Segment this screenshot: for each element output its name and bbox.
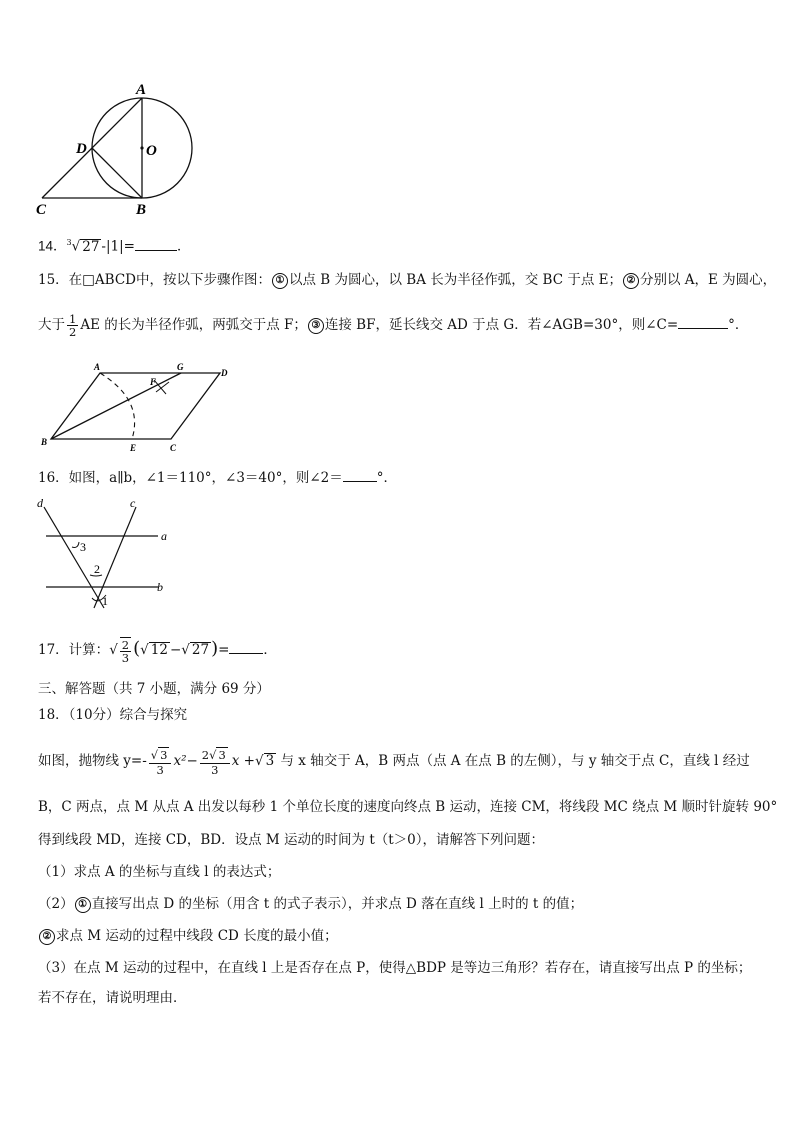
label-c: c: [130, 496, 136, 510]
question-18-line1: 如图，抛物线 y=- $\frac{√ 3}{3}$ x²− $\frac{2√ 3}{3}$ x +√ 3 与 x 轴交于 A，B 两点（点 A 在点 B 的左侧），与 y 轴交于点 C，直线 l 经过: [38, 748, 750, 777]
label-O: O: [146, 143, 157, 159]
question-17: 17．计算：√ $\frac{2}{3}$ (√ 12 −√ 27 )= ．: [38, 638, 277, 665]
question-18-line2: B，C 两点，点 M 从点 A 出发以每秒 1 个单位长度的速度向终点 B 运动，连接 CM，将线段 MC 绕点 M 顺时针旋转 90°: [38, 799, 778, 815]
question-15-line1: 15．在□ABCD中，按以下步骤作图： ① 以点 B 为圆心，以 BA 长为半径作弧，交 BC 于点 E； ② 分别以 A，E 为圆心，: [38, 272, 777, 288]
label-D: D: [221, 368, 228, 378]
answer-blank-16[interactable]: [343, 467, 377, 482]
figure-parallelogram: [36, 360, 236, 455]
figure-circle-triangle: [30, 78, 210, 223]
label-G: G: [177, 362, 184, 372]
label-A: A: [94, 362, 101, 372]
label-angle-3: 3: [80, 540, 86, 554]
question-18-part1: （1）求点 A 的坐标与直线 l 的表达式；: [38, 864, 281, 880]
label-angle-2: 2: [94, 562, 100, 576]
question-18-line3: 得到线段 MD，连接 CD，BD．设点 M 运动的时间为 t（t＞0），请解答下列问题：: [38, 832, 545, 848]
label-B: B: [41, 437, 48, 447]
question-18-heading: 18．（10分）综合与探究: [38, 707, 188, 723]
question-14: 14．$^3$√ 27 -|1|= ．: [38, 233, 190, 257]
section-heading-3: 三、解答题（共 7 小题，满分 69 分）: [38, 681, 270, 697]
answer-blank-15[interactable]: [678, 314, 728, 329]
label-F: F: [150, 377, 157, 387]
question-18-part2: （2） ① 直接写出点 D 的坐标（用含 t 的式子表示），并求点 D 落在直线 l 上时的 t 的值；: [38, 896, 584, 912]
answer-blank-14[interactable]: [135, 236, 177, 251]
label-A: A: [136, 82, 147, 98]
question-15-line2: 大于 $\frac{1}{2}$ AE 的长为半径作弧，两弧交于点 F； ③ 连接 BF，延长线交 AD 于点 G．若∠AGB=30°，则∠C= °．: [38, 312, 749, 339]
question-18-part3b: 若不存在，请说明理由．: [38, 990, 187, 1006]
figure-parallel-lines: [32, 495, 182, 615]
label-d: d: [37, 496, 43, 510]
label-angle-1: 1: [102, 594, 108, 608]
question-18-part2b: ② 求点 M 运动的过程中线段 CD 长度的最小值；: [38, 926, 338, 946]
label-a: a: [161, 529, 167, 543]
label-D: D: [76, 141, 87, 157]
question-18-part3: （3）在点 M 运动的过程中，在直线 l 上是否存在点 P，使得△BDP 是等边三角形？若存在，请直接写出点 P 的坐标；: [38, 960, 752, 976]
question-16: 16．如图，a∥b，∠1＝110°，∠3＝40°，则∠2＝ °．: [38, 467, 397, 488]
label-b: b: [157, 580, 163, 594]
label-E: E: [130, 443, 137, 453]
label-C: C: [170, 443, 177, 453]
label-C: C: [36, 202, 47, 218]
label-B: B: [136, 202, 147, 218]
answer-blank-17[interactable]: [229, 639, 263, 654]
